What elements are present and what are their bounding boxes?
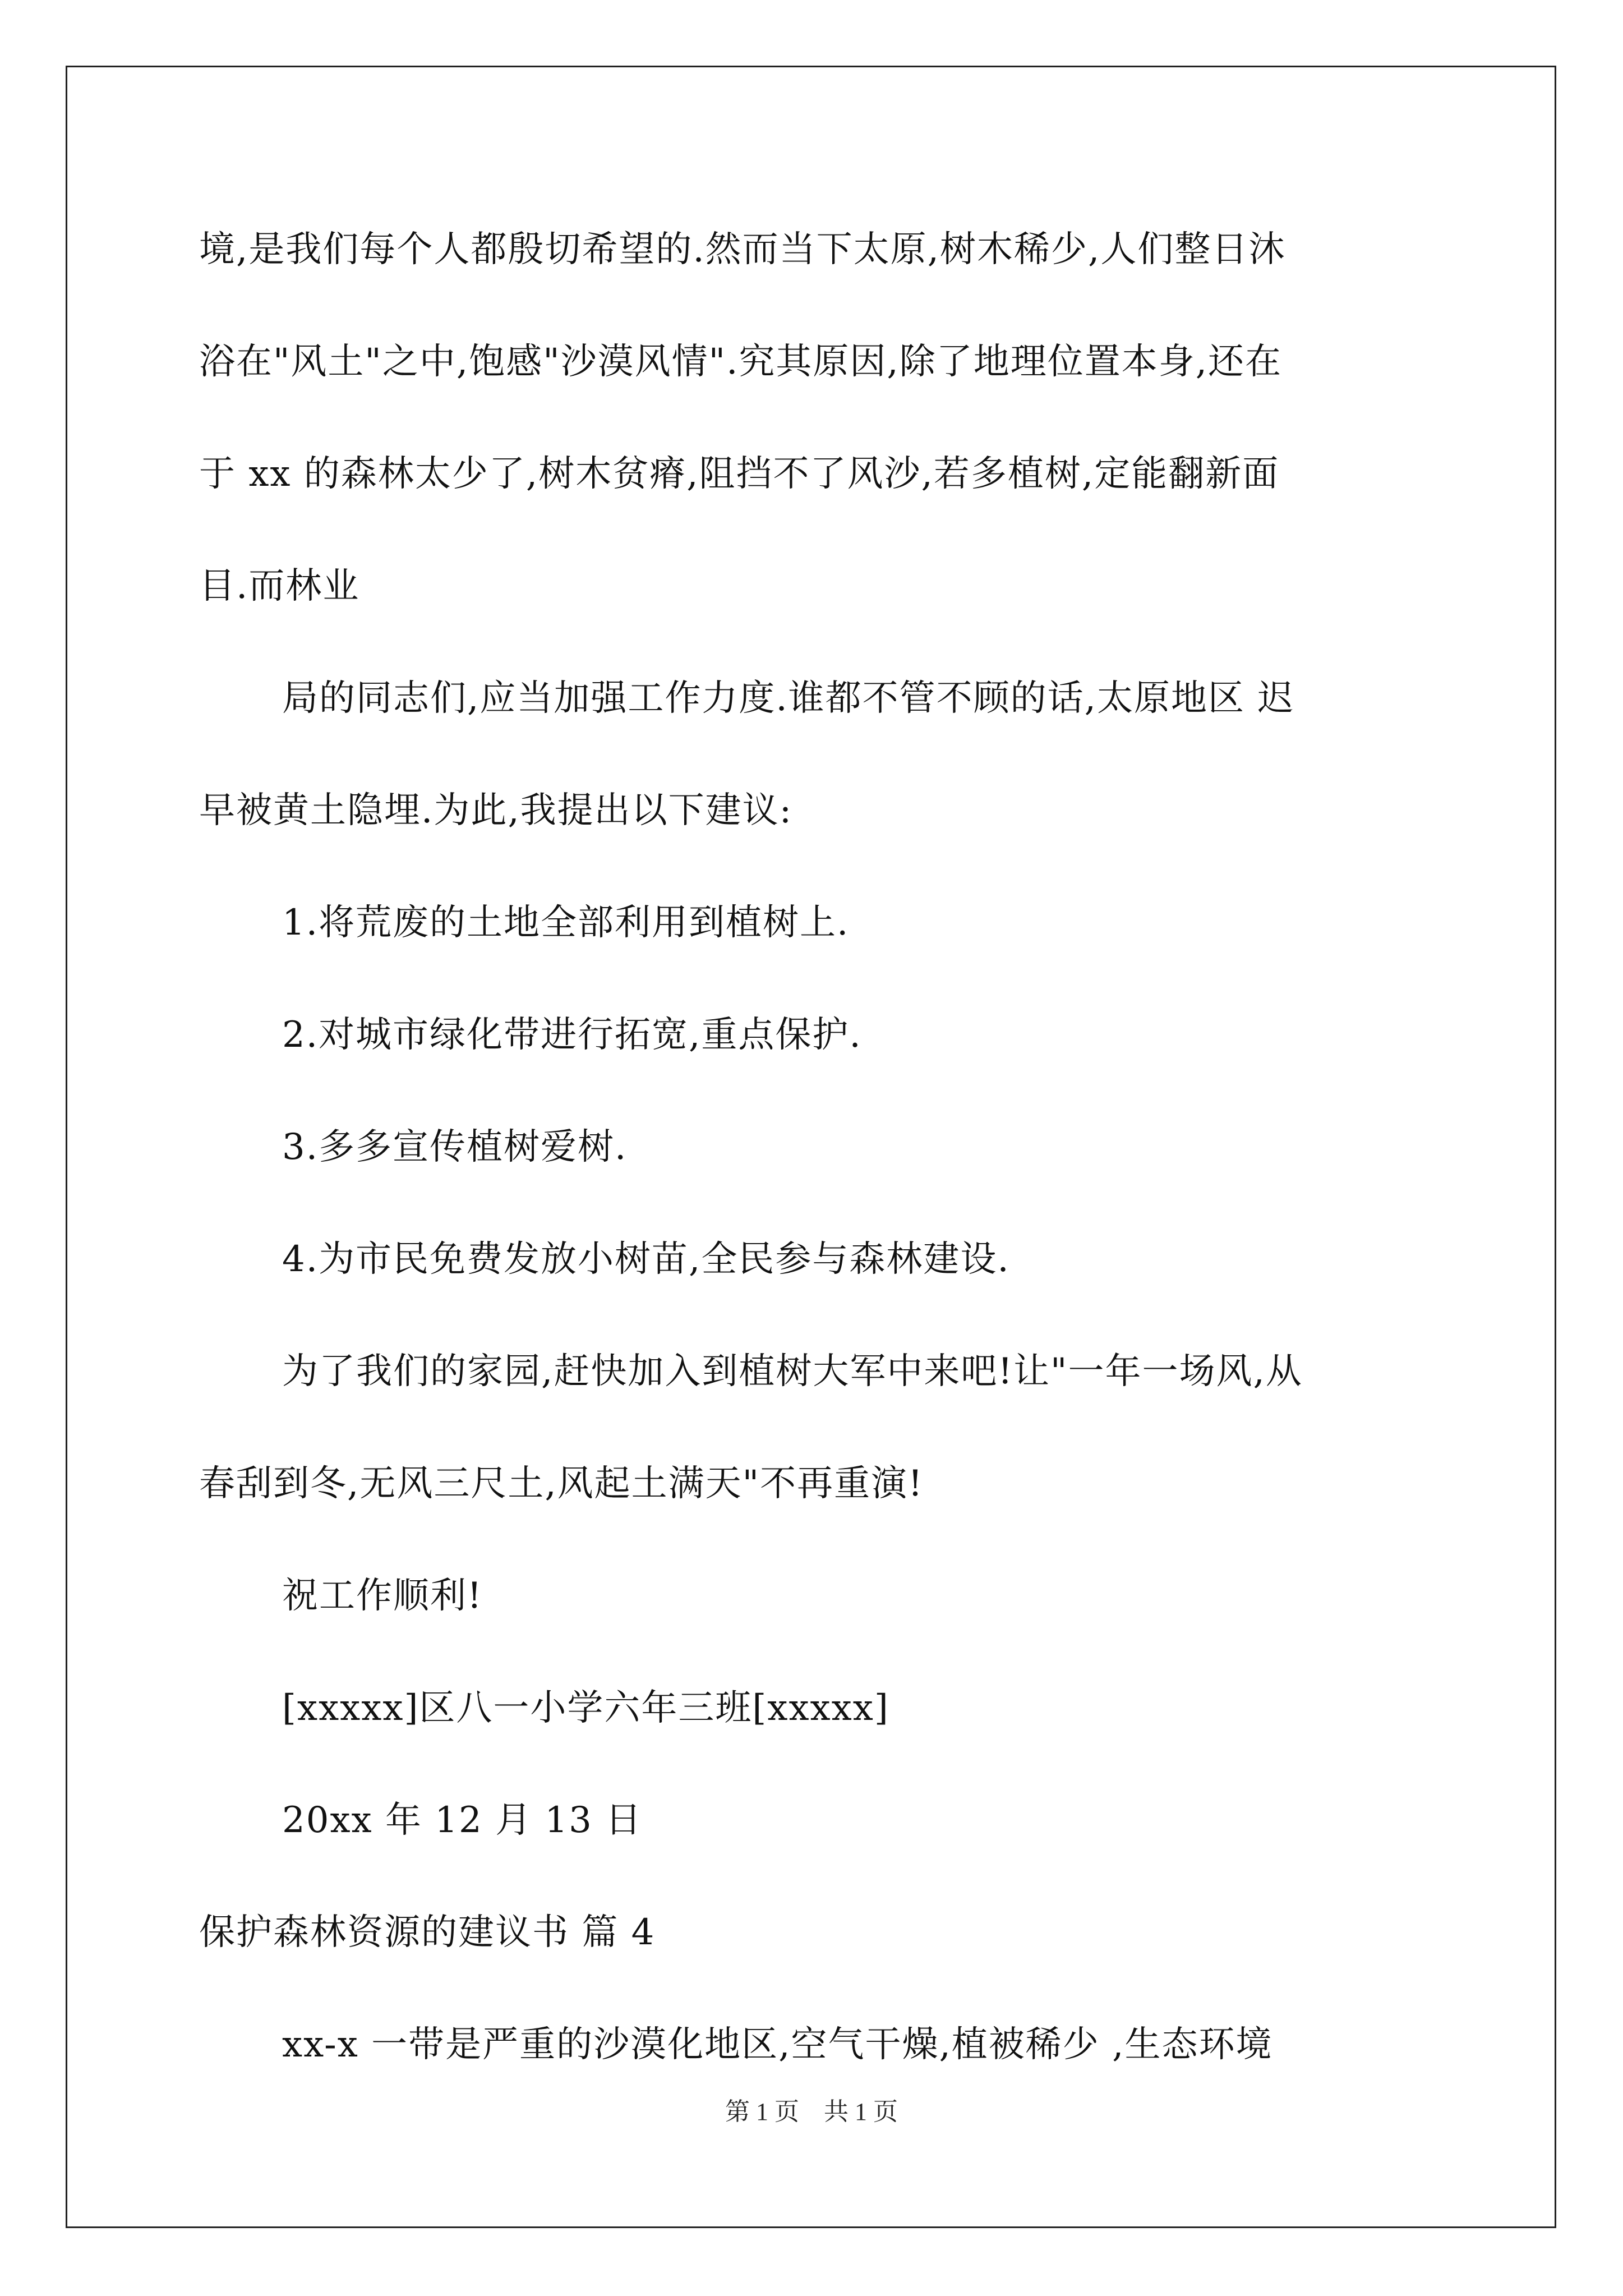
text-line: 为了我们的家园,赶快加入到植树大军中来吧!让"一年一场风,从 — [282, 1351, 1303, 1392]
page-footer: 第 1 页 共 1 页 — [725, 2098, 898, 2125]
date: 20xx 年 12 月 13 日 — [282, 1800, 643, 1841]
text-line: 早被黄土隐埋.为此,我提出以下建议: — [199, 790, 793, 831]
signature: [xxxxx]区八一小学六年三班[xxxxx] — [282, 1687, 889, 1729]
greeting: 祝工作顺利! — [282, 1575, 483, 1617]
paragraph-1 — [199, 194, 1427, 642]
suggestion-item: 1.将荒废的土地全部利用到植树上. — [282, 902, 850, 944]
section-paragraph — [199, 1989, 1427, 2101]
text-line: 于 xx 的森林太少了,树木贫瘠,阻挡不了风沙,若多植树,定能翻新面 — [199, 453, 1280, 495]
text-line: 浴在"风土"之中,饱感"沙漠风情".究其原因,除了地理位置本身,还在 — [199, 341, 1283, 383]
text-line: xx-x 一带是严重的沙漠化地区,空气干燥,植被稀少 ,生态环境 — [282, 2024, 1273, 2065]
paragraph-2 — [199, 642, 1427, 867]
suggestion-item: 3.多多宣传植树爱树. — [282, 1126, 628, 1168]
text-line: 目.而林业 — [199, 565, 360, 607]
text-line: 春刮到冬,无风三尺土,风起土满天"不再重演! — [199, 1463, 924, 1504]
document-body — [199, 194, 1427, 2101]
text-line: 境,是我们每个人都殷切希望的.然而当下太原,树木稀少,人们整日沐 — [199, 229, 1286, 270]
section-heading: 保护森林资源的建议书 篇 4 — [199, 1912, 656, 1953]
suggestion-list — [199, 867, 1427, 1315]
closing-paragraph — [199, 1315, 1427, 1540]
suggestion-item: 4.为市民免费发放小树苗,全民参与森林建设. — [282, 1239, 1010, 1280]
suggestion-item: 2.对城市绿化带进行拓宽,重点保护. — [282, 1014, 862, 1056]
text-line: 局的同志们,应当加强工作力度.谁都不管不顾的话,太原地区 迟 — [282, 678, 1295, 719]
